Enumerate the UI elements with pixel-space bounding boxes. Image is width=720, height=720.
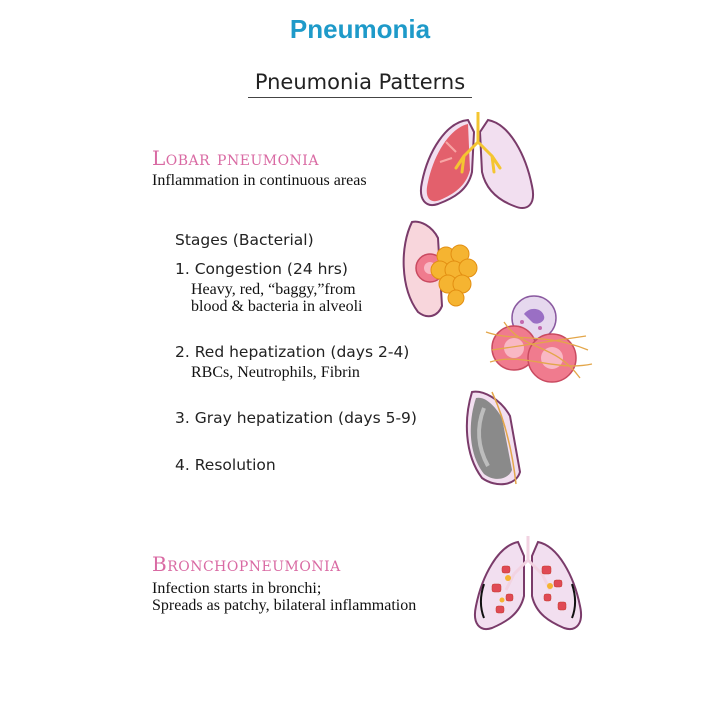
- stage-1-detail-line-2: blood & bacteria in alveoli: [191, 298, 363, 315]
- stages-heading: Stages (Bacterial): [175, 231, 314, 249]
- stage-2-detail-line-1: RBCs, Neutrophils, Fibrin: [191, 364, 360, 381]
- stage-1-detail-line-1: Heavy, red, “baggy,”from: [191, 281, 356, 298]
- page-title: Pneumonia: [289, 14, 431, 44]
- lobar-heading: Lobar pneumonia: [152, 146, 319, 170]
- congestion-illustration: [398, 218, 488, 322]
- section-subtitle: Pneumonia Patterns: [248, 70, 472, 98]
- red-hepatization-illustration: [484, 292, 594, 392]
- broncho-description-line-1: Infection starts in bronchi;: [152, 580, 322, 597]
- lobar-description: Inflammation in continuous areas: [152, 172, 367, 189]
- broncho-heading: Bronchopneumonia: [152, 552, 341, 576]
- stage-1-label: 1. Congestion (24 hrs): [175, 260, 348, 278]
- gray-hepatization-illustration: [462, 388, 526, 488]
- broncho-description-line-2: Spreads as patchy, bilateral inflammation: [152, 597, 417, 614]
- lobar-lungs-illustration: [416, 112, 540, 216]
- bronchopneumonia-lungs-illustration: [472, 536, 584, 636]
- stage-4-label: 4. Resolution: [175, 456, 276, 474]
- stage-3-label: 3. Gray hepatization (days 5-9): [175, 409, 417, 427]
- stage-2-label: 2. Red hepatization (days 2-4): [175, 343, 410, 361]
